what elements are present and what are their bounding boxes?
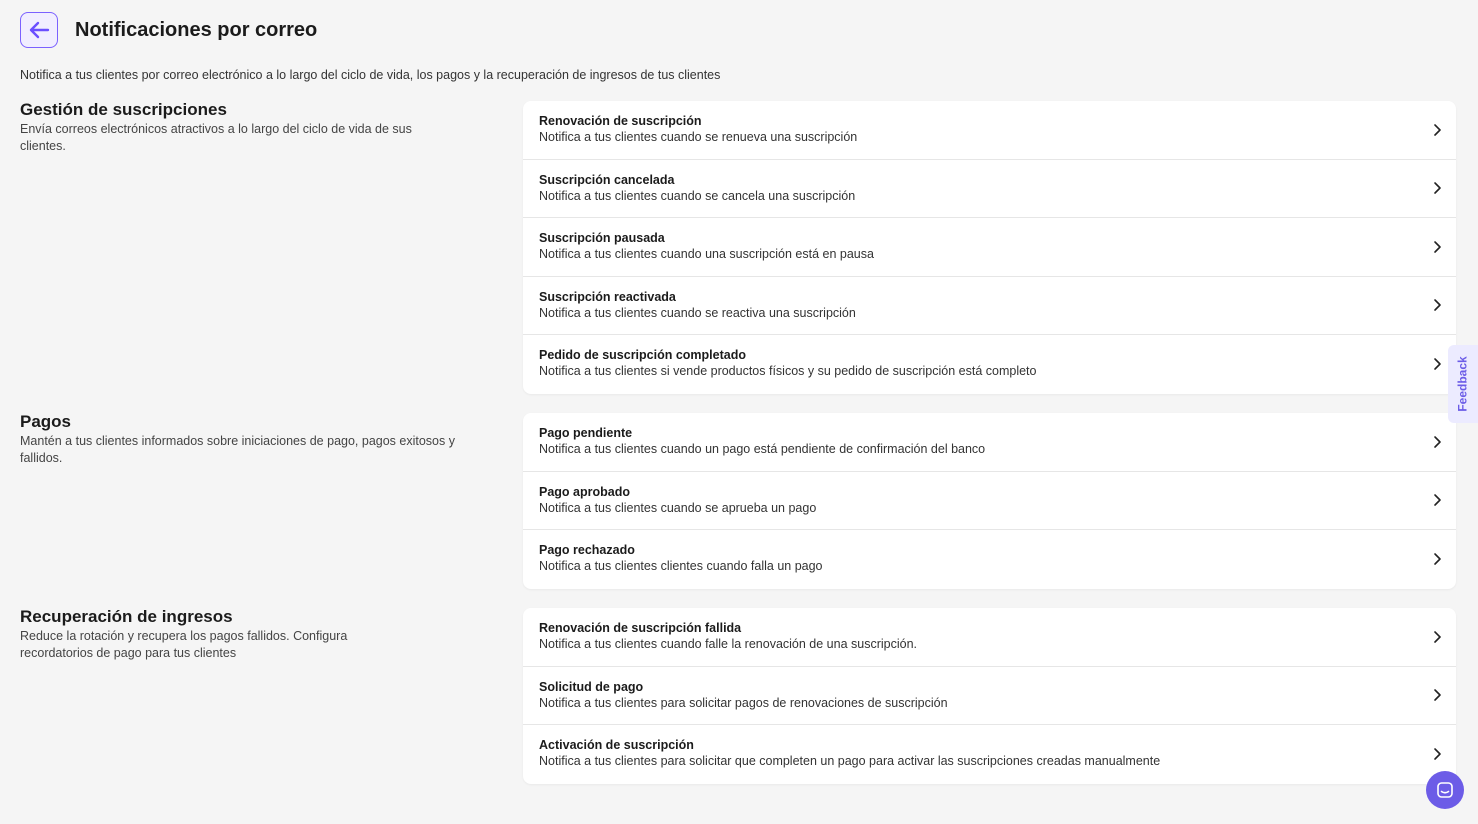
chevron-right-icon	[1432, 181, 1442, 195]
list-item-payment-rejected[interactable]	[523, 530, 1456, 589]
section-description: Envía correos electrónicos atractivos a lo largo del ciclo de vida de sus clientes.	[20, 122, 412, 153]
back-button[interactable]	[20, 12, 58, 48]
item-title: Solicitud de pago	[539, 679, 644, 694]
chevron-right-icon	[1432, 357, 1442, 371]
feedback-tab[interactable]	[1448, 345, 1478, 423]
item-description: Notifica a tus clientes cuando un pago está pendiente de confirmación del banco	[539, 442, 986, 456]
list-item-payment-approved[interactable]	[523, 472, 1456, 531]
chevron-right-icon	[1432, 747, 1442, 761]
item-title: Renovación de suscripción fallida	[539, 621, 742, 635]
page-intro: Notifica a tus clientes por correo electrónico a lo largo del ciclo de vida, los pagos y la recuperación de ingresos de tus clientes	[20, 68, 721, 82]
list-item-renewal-failed[interactable]	[523, 608, 1456, 667]
item-title: Suscripción cancelada	[539, 172, 675, 187]
item-title: Pago aprobado	[539, 484, 630, 499]
section-payments-info	[20, 412, 460, 466]
arrow-left-icon	[28, 21, 50, 39]
item-description: Notifica a tus clientes cuando falle la renovación de una suscripción.	[539, 637, 917, 651]
item-description: Notifica a tus clientes cuando se reactiva una suscripción	[539, 305, 856, 320]
section-title: Recuperación de ingresos	[20, 607, 233, 626]
item-description: Notifica a tus clientes clientes cuando falla un pago	[539, 559, 823, 573]
item-title: Pago rechazado	[539, 543, 635, 557]
item-title: Renovación de suscripción	[539, 114, 702, 128]
chat-button[interactable]	[1426, 771, 1464, 809]
page-header	[20, 12, 317, 48]
item-description: Notifica a tus clientes si vende productos físicos y su pedido de suscripción está completo	[539, 364, 1037, 378]
section-revenue-recovery-card	[523, 608, 1456, 784]
item-description: Notifica a tus clientes cuando se cancela una suscripción	[539, 188, 856, 203]
section-subscriptions-card	[523, 101, 1456, 394]
feedback-label: Feedback	[1456, 356, 1471, 412]
item-title: Pago pendiente	[539, 426, 633, 440]
chevron-right-icon	[1432, 435, 1442, 449]
chevron-right-icon	[1432, 298, 1442, 312]
section-title: Pagos	[20, 412, 72, 431]
chevron-right-icon	[1432, 240, 1442, 254]
chevron-right-icon	[1432, 493, 1442, 507]
chevron-right-icon	[1432, 123, 1442, 137]
chevron-right-icon	[1432, 552, 1442, 566]
item-title: Activación de suscripción	[539, 738, 694, 752]
section-description: Mantén a tus clientes informados sobre iniciaciones de pago, pagos exitosos y fallidos.	[20, 434, 455, 465]
page-title: Notificaciones por correo	[75, 18, 318, 41]
list-item-payment-request[interactable]	[523, 667, 1456, 726]
item-title: Suscripción pausada	[539, 231, 665, 245]
list-item-subscription-order-completed[interactable]	[523, 335, 1456, 394]
list-item-subscription-reactivated[interactable]	[523, 277, 1456, 336]
item-description: Notifica a tus clientes para solicitar que completen un pago para activar las suscripciones creadas manualmente	[539, 754, 1161, 768]
list-item-subscription-activation[interactable]	[523, 725, 1456, 784]
section-title: Gestión de suscripciones	[20, 100, 227, 119]
chevron-right-icon	[1432, 630, 1442, 644]
chat-icon	[1436, 781, 1454, 799]
item-description: Notifica a tus clientes cuando se renueva una suscripción	[539, 130, 858, 144]
item-title: Pedido de suscripción completado	[539, 348, 746, 362]
item-title: Suscripción reactivada	[539, 289, 676, 304]
list-item-subscription-paused[interactable]	[523, 218, 1456, 277]
item-description: Notifica a tus clientes cuando una suscripción está en pausa	[539, 247, 874, 261]
list-item-payment-pending[interactable]	[523, 413, 1456, 472]
section-revenue-recovery-info	[20, 607, 460, 661]
item-description: Notifica a tus clientes para solicitar pagos de renovaciones de suscripción	[539, 695, 948, 710]
chevron-right-icon	[1432, 688, 1442, 702]
section-subscriptions-info	[20, 100, 460, 154]
list-item-subscription-cancelled[interactable]	[523, 160, 1456, 219]
section-description: Reduce la rotación y recupera los pagos fallidos. Configura recordatorios de pago para tus clientes	[20, 629, 348, 660]
list-item-subscription-renewal[interactable]	[523, 101, 1456, 160]
section-payments-card	[523, 413, 1456, 589]
item-description: Notifica a tus clientes cuando se aprueba un pago	[539, 500, 817, 515]
